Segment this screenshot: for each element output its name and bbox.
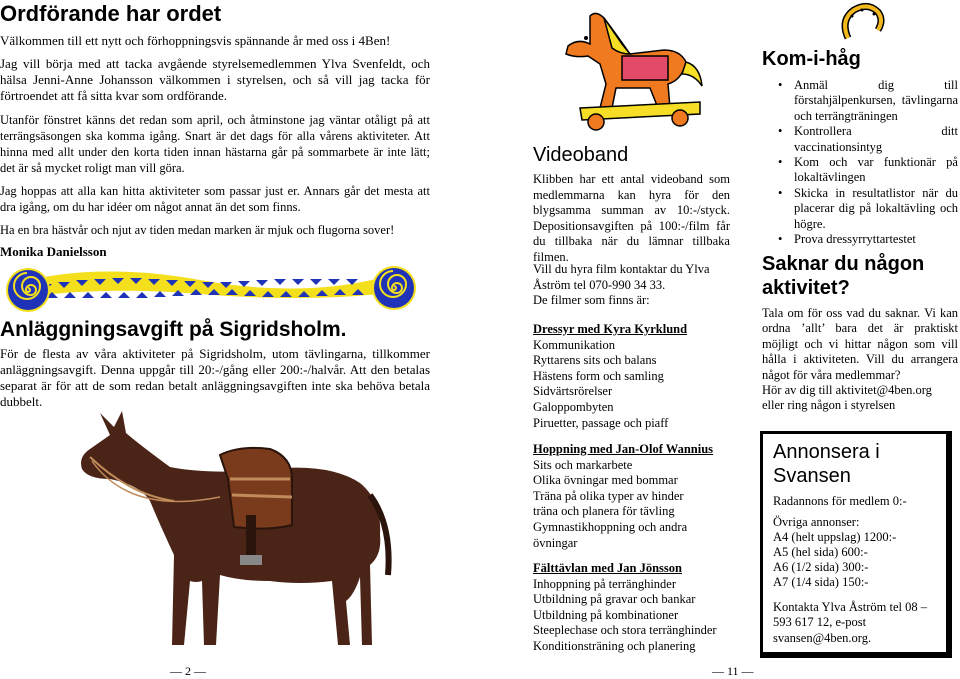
- ad-contact: Kontakta Ylva Åström tel 08 – 593 617 12, e-post svansen@4ben.org.: [773, 600, 928, 645]
- video-group-hoppning: [533, 442, 743, 551]
- list-item: Piruetter, passage och piaff: [533, 415, 669, 430]
- paragraph-3: Jag hoppas att alla kan hitta aktiviteter som passar just er. Annars går det mesta att dra igång, om du har idéer om något annat än det som finns.: [0, 184, 430, 214]
- saknar-contact-email: Hör av dig till aktivitet@4ben.org: [762, 383, 932, 397]
- paragraph-2: Utanför fönstret känns det redan som april, och åtminstone jag väntar otåligt på att terrängsäsongen ska komma igång. Snart är det dags för alla vårens aktiviteter. Att hinna med allt under den korta tiden innan hästarna går på sommarbete är inte lätt; det är så mycket roligt man vill göra.: [0, 113, 430, 175]
- ad-price: A7 (1/4 sida) 150:-: [773, 575, 869, 589]
- fee-text: För de flesta av våra aktiviteter på Sigridsholm, utom tävlingarna, tillkommer anläggningsavgift. Denna uppgår till 20:-/gång eller 200:-/halvår. Att den betalas separat är för att de som redan betalt anläggningsavgiften inte ska behöva betala dubbelt.: [0, 346, 430, 409]
- komihag-list: [772, 78, 958, 247]
- list-item: Ryttarens sits och balans: [533, 353, 657, 368]
- ad-heading: Annonsera i Svansen: [773, 441, 880, 487]
- ad-box: [760, 431, 952, 658]
- list-item: Hästens form och samling: [533, 368, 664, 383]
- video-contact: Vill du hyra film kontaktar du Ylva Åström tel 070-990 34 33.: [533, 262, 710, 292]
- page-title: Ordförande har ordet: [0, 1, 222, 26]
- video-list-intro: De filmer som finns är:: [533, 293, 650, 307]
- list-item: • Kom och var funktionär på lokaltävlingen: [772, 155, 958, 186]
- page-number-right: [712, 664, 754, 679]
- saknar-heading: Saknar du någon aktivitet?: [762, 253, 925, 299]
- list-item: Steeplechase och stora terränghinder: [533, 623, 717, 638]
- ad-free-line: Radannons för medlem 0:-: [773, 494, 907, 508]
- page-number-text: — 11 —: [712, 664, 754, 678]
- ad-price: A6 (1/2 sida) 300:-: [773, 560, 869, 574]
- paragraph-1: Jag vill börja med att tacka avgående styrelsemedlemmen Ylva Svenfeldt, och hälsa Jenni-Anne Johansson välkommen i styrelsen, och så vill jag tacka för förtroendet att få sitta kvar som ordförande.: [0, 56, 430, 103]
- group-heading: Dressyr med Kyra Kyrklund: [533, 322, 688, 336]
- video-heading: Videoband: [533, 144, 629, 166]
- list-item: Träna på olika typer av hinder: [533, 488, 684, 503]
- list-item: Utbildning på gravar och bankar: [533, 592, 696, 607]
- list-item: Konditionsträning och planering: [533, 638, 696, 653]
- ad-price: A5 (hel sida) 600:-: [773, 545, 868, 559]
- saknar-text: Tala om för oss vad du saknar. Vi kan ordna ’allt’ bara det är praktiskt möjligt och vi hittar någon som vill hålla i aktiviteten. Vill du arrangera något för våra medlemmar?: [762, 306, 958, 382]
- video-group-falttavlan: [533, 561, 743, 655]
- list-item: Sidvärtsrörelser: [533, 384, 613, 399]
- welcome-text: Välkommen till ett nytt och förhoppningsvis spännande år med oss i 4Ben!: [0, 33, 391, 48]
- list-item: träna och planera för tävling: [533, 504, 675, 519]
- list-item: • Kontrollera ditt vaccinationsintyg: [772, 124, 958, 155]
- list-item: Gymnastikhoppning och andra: [533, 519, 688, 534]
- saddled-horse-illustration: [70, 405, 400, 655]
- list-item: • Skicka in resultatlistor när du placerar dig på lokaltävling och högre.: [772, 186, 958, 232]
- signature: Monika Danielsson: [0, 244, 107, 259]
- list-item: Galoppombyten: [533, 399, 614, 414]
- list-item: • Prova dressyrryttartestet: [772, 232, 958, 247]
- wave-divider-graphic: [0, 262, 425, 314]
- fee-heading: Anläggningsavgift på Sigridsholm.: [0, 318, 347, 341]
- video-group-dressyr: [533, 322, 743, 431]
- paragraph-4: Ha en bra hästvår och njut av tiden medan marken är mjuk och flugorna sover!: [0, 223, 395, 237]
- list-item: övningar: [533, 535, 578, 550]
- list-item: Sits och markarbete: [533, 457, 633, 472]
- ad-others-label: Övriga annonser:: [773, 515, 860, 529]
- ad-price: A4 (helt uppslag) 1200:-: [773, 530, 897, 544]
- page-number-left: [170, 664, 206, 679]
- page-number-text: — 2 —: [170, 664, 206, 678]
- list-item: Inhoppning på terränghinder: [533, 576, 677, 591]
- group-heading: Hoppning med Jan-Olof Wannius: [533, 442, 714, 456]
- video-intro: Klibben har ett antal videoband som medlemmarna kan hyra för den blygsamma summan av 10:-/styck. Depositionsavgiften på 100:-/film får du tillbaka när du lämnar tillbaka filmen.: [533, 172, 730, 264]
- list-item: Kommunikation: [533, 337, 615, 352]
- toy-horse-illustration: [560, 4, 710, 138]
- list-item: • Anmäl dig till förstahjälpenkursen, tävlingarna och terrängträningen: [772, 78, 958, 124]
- saknar-contact-phone: eller ring någon i styrelsen: [762, 398, 896, 412]
- horseshoe-icon: [838, 2, 886, 42]
- komihag-heading: Kom-i-håg: [762, 48, 861, 70]
- group-heading: Fälttävlan med Jan Jönsson: [533, 561, 682, 575]
- list-item: Olika övningar med bommar: [533, 473, 678, 488]
- list-item: Utbildning på kombinationer: [533, 607, 679, 622]
